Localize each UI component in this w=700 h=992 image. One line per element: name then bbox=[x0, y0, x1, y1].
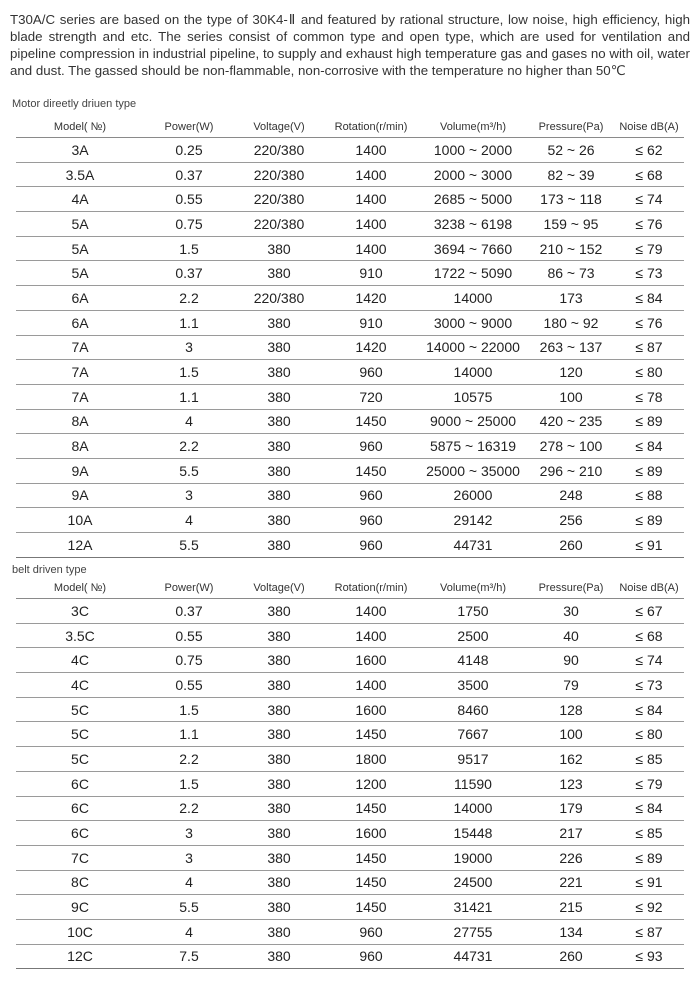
model-cell: 7A bbox=[16, 335, 144, 360]
table-header-row bbox=[16, 117, 684, 138]
model-cell: 3.5A bbox=[16, 162, 144, 187]
table-row bbox=[16, 870, 684, 895]
model-cell: 6C bbox=[16, 796, 144, 821]
table-row bbox=[16, 138, 684, 163]
header-volume: Volume(m³/h) bbox=[418, 117, 528, 138]
voltage-cell: 380 bbox=[234, 623, 324, 648]
table-row bbox=[16, 162, 684, 187]
noise-cell: ≤ 76 bbox=[614, 310, 684, 335]
model-cell: 8A bbox=[16, 434, 144, 459]
voltage-cell: 380 bbox=[234, 648, 324, 673]
rotation-cell: 1400 bbox=[324, 599, 418, 624]
power-cell: 1.1 bbox=[144, 384, 234, 409]
model-cell: 5C bbox=[16, 747, 144, 772]
table-row bbox=[16, 335, 684, 360]
noise-cell: ≤ 92 bbox=[614, 895, 684, 920]
rotation-cell: 720 bbox=[324, 384, 418, 409]
model-cell: 5A bbox=[16, 261, 144, 286]
pressure-cell: 100 bbox=[528, 384, 614, 409]
noise-cell: ≤ 84 bbox=[614, 434, 684, 459]
model-cell: 3A bbox=[16, 138, 144, 163]
rotation-cell: 1800 bbox=[324, 747, 418, 772]
table-row bbox=[16, 533, 684, 558]
table-row bbox=[16, 648, 684, 673]
header-voltage: Voltage(V) bbox=[234, 578, 324, 599]
rotation-cell: 910 bbox=[324, 261, 418, 286]
voltage-cell: 380 bbox=[234, 845, 324, 870]
voltage-cell: 380 bbox=[234, 483, 324, 508]
noise-cell: ≤ 76 bbox=[614, 212, 684, 237]
pressure-cell: 123 bbox=[528, 771, 614, 796]
noise-cell: ≤ 67 bbox=[614, 599, 684, 624]
direct-drive-spec-table bbox=[16, 117, 684, 558]
noise-cell: ≤ 91 bbox=[614, 870, 684, 895]
rotation-cell: 1400 bbox=[324, 162, 418, 187]
volume-cell: 15448 bbox=[418, 821, 528, 846]
power-cell: 3 bbox=[144, 845, 234, 870]
power-cell: 4 bbox=[144, 919, 234, 944]
table-row bbox=[16, 261, 684, 286]
intro-paragraph: T30A/C series are based on the type of 30K4-Ⅱ and featured by rational structure, low noise, high efficiency, high blade strength and etc. The series consist of common type and open type, which are used for ventilation and pipeline compression in industrial pipeline, to supply and exhaust high temperature gas and gases no with oil, water and dust. The gassed should be non-flammable, non-corrosive with the temperature no higher than 50℃ bbox=[10, 12, 690, 78]
model-cell: 5C bbox=[16, 722, 144, 747]
volume-cell: 2000 ~ 3000 bbox=[418, 162, 528, 187]
voltage-cell: 380 bbox=[234, 261, 324, 286]
voltage-cell: 380 bbox=[234, 434, 324, 459]
rotation-cell: 1400 bbox=[324, 623, 418, 648]
volume-cell: 2685 ~ 5000 bbox=[418, 187, 528, 212]
volume-cell: 5875 ~ 16319 bbox=[418, 434, 528, 459]
voltage-cell: 380 bbox=[234, 747, 324, 772]
voltage-cell: 380 bbox=[234, 599, 324, 624]
noise-cell: ≤ 84 bbox=[614, 286, 684, 311]
power-cell: 1.5 bbox=[144, 771, 234, 796]
power-cell: 1.5 bbox=[144, 236, 234, 261]
volume-cell: 7667 bbox=[418, 722, 528, 747]
volume-cell: 14000 bbox=[418, 796, 528, 821]
model-cell: 6C bbox=[16, 771, 144, 796]
noise-cell: ≤ 85 bbox=[614, 821, 684, 846]
model-cell: 4C bbox=[16, 673, 144, 698]
rotation-cell: 1450 bbox=[324, 409, 418, 434]
table-row bbox=[16, 483, 684, 508]
voltage-cell: 380 bbox=[234, 335, 324, 360]
rotation-cell: 960 bbox=[324, 944, 418, 969]
pressure-cell: 180 ~ 92 bbox=[528, 310, 614, 335]
model-cell: 10C bbox=[16, 919, 144, 944]
rotation-cell: 960 bbox=[324, 919, 418, 944]
noise-cell: ≤ 93 bbox=[614, 944, 684, 969]
model-cell: 8A bbox=[16, 409, 144, 434]
noise-cell: ≤ 87 bbox=[614, 919, 684, 944]
model-cell: 5A bbox=[16, 212, 144, 237]
volume-cell: 14000 bbox=[418, 286, 528, 311]
model-cell: 3.5C bbox=[16, 623, 144, 648]
table-row bbox=[16, 508, 684, 533]
rotation-cell: 960 bbox=[324, 533, 418, 558]
noise-cell: ≤ 78 bbox=[614, 384, 684, 409]
volume-cell: 9000 ~ 25000 bbox=[418, 409, 528, 434]
noise-cell: ≤ 89 bbox=[614, 845, 684, 870]
voltage-cell: 380 bbox=[234, 821, 324, 846]
table-row bbox=[16, 895, 684, 920]
volume-cell: 27755 bbox=[418, 919, 528, 944]
section-label-belt-drive: belt driven type bbox=[12, 564, 87, 576]
table-row bbox=[16, 599, 684, 624]
volume-cell: 2500 bbox=[418, 623, 528, 648]
voltage-cell: 380 bbox=[234, 236, 324, 261]
volume-cell: 1750 bbox=[418, 599, 528, 624]
table-row bbox=[16, 434, 684, 459]
pressure-cell: 100 bbox=[528, 722, 614, 747]
rotation-cell: 1600 bbox=[324, 821, 418, 846]
table-row bbox=[16, 771, 684, 796]
rotation-cell: 1450 bbox=[324, 895, 418, 920]
table-row bbox=[16, 747, 684, 772]
voltage-cell: 380 bbox=[234, 722, 324, 747]
header-power: Power(W) bbox=[144, 117, 234, 138]
pressure-cell: 52 ~ 26 bbox=[528, 138, 614, 163]
pressure-cell: 260 bbox=[528, 533, 614, 558]
power-cell: 0.37 bbox=[144, 599, 234, 624]
noise-cell: ≤ 79 bbox=[614, 236, 684, 261]
power-cell: 7.5 bbox=[144, 944, 234, 969]
power-cell: 1.1 bbox=[144, 722, 234, 747]
noise-cell: ≤ 74 bbox=[614, 648, 684, 673]
pressure-cell: 40 bbox=[528, 623, 614, 648]
power-cell: 3 bbox=[144, 335, 234, 360]
voltage-cell: 380 bbox=[234, 870, 324, 895]
table-row bbox=[16, 796, 684, 821]
noise-cell: ≤ 68 bbox=[614, 623, 684, 648]
volume-cell: 14000 bbox=[418, 360, 528, 385]
header-voltage: Voltage(V) bbox=[234, 117, 324, 138]
power-cell: 2.2 bbox=[144, 434, 234, 459]
rotation-cell: 1600 bbox=[324, 697, 418, 722]
model-cell: 12C bbox=[16, 944, 144, 969]
header-pressure: Pressure(Pa) bbox=[528, 578, 614, 599]
noise-cell: ≤ 73 bbox=[614, 673, 684, 698]
pressure-cell: 210 ~ 152 bbox=[528, 236, 614, 261]
volume-cell: 19000 bbox=[418, 845, 528, 870]
power-cell: 0.55 bbox=[144, 673, 234, 698]
model-cell: 4A bbox=[16, 187, 144, 212]
model-cell: 10A bbox=[16, 508, 144, 533]
pressure-cell: 120 bbox=[528, 360, 614, 385]
power-cell: 1.5 bbox=[144, 697, 234, 722]
model-cell: 6C bbox=[16, 821, 144, 846]
power-cell: 4 bbox=[144, 870, 234, 895]
pressure-cell: 86 ~ 73 bbox=[528, 261, 614, 286]
volume-cell: 44731 bbox=[418, 533, 528, 558]
volume-cell: 3238 ~ 6198 bbox=[418, 212, 528, 237]
pressure-cell: 221 bbox=[528, 870, 614, 895]
rotation-cell: 1200 bbox=[324, 771, 418, 796]
volume-cell: 25000 ~ 35000 bbox=[418, 458, 528, 483]
model-cell: 8C bbox=[16, 870, 144, 895]
pressure-cell: 134 bbox=[528, 919, 614, 944]
table-row bbox=[16, 623, 684, 648]
volume-cell: 10575 bbox=[418, 384, 528, 409]
belt-drive-spec-table bbox=[16, 578, 684, 969]
table-row bbox=[16, 697, 684, 722]
table-row bbox=[16, 722, 684, 747]
pressure-cell: 128 bbox=[528, 697, 614, 722]
noise-cell: ≤ 79 bbox=[614, 771, 684, 796]
voltage-cell: 220/380 bbox=[234, 286, 324, 311]
rotation-cell: 1420 bbox=[324, 335, 418, 360]
rotation-cell: 1400 bbox=[324, 212, 418, 237]
voltage-cell: 380 bbox=[234, 796, 324, 821]
table-row bbox=[16, 409, 684, 434]
volume-cell: 11590 bbox=[418, 771, 528, 796]
header-pressure: Pressure(Pa) bbox=[528, 117, 614, 138]
noise-cell: ≤ 85 bbox=[614, 747, 684, 772]
rotation-cell: 1400 bbox=[324, 236, 418, 261]
rotation-cell: 1400 bbox=[324, 138, 418, 163]
voltage-cell: 380 bbox=[234, 697, 324, 722]
header-rotation: Rotation(r/min) bbox=[324, 117, 418, 138]
table-row bbox=[16, 384, 684, 409]
header-model: Model( №) bbox=[16, 578, 144, 599]
pressure-cell: 248 bbox=[528, 483, 614, 508]
pressure-cell: 296 ~ 210 bbox=[528, 458, 614, 483]
table-row bbox=[16, 286, 684, 311]
voltage-cell: 380 bbox=[234, 895, 324, 920]
power-cell: 2.2 bbox=[144, 796, 234, 821]
noise-cell: ≤ 62 bbox=[614, 138, 684, 163]
noise-cell: ≤ 80 bbox=[614, 722, 684, 747]
model-cell: 5C bbox=[16, 697, 144, 722]
power-cell: 1.1 bbox=[144, 310, 234, 335]
model-cell: 6A bbox=[16, 286, 144, 311]
model-cell: 7A bbox=[16, 384, 144, 409]
power-cell: 0.37 bbox=[144, 162, 234, 187]
voltage-cell: 380 bbox=[234, 409, 324, 434]
pressure-cell: 263 ~ 137 bbox=[528, 335, 614, 360]
volume-cell: 29142 bbox=[418, 508, 528, 533]
power-cell: 4 bbox=[144, 508, 234, 533]
volume-cell: 24500 bbox=[418, 870, 528, 895]
voltage-cell: 220/380 bbox=[234, 138, 324, 163]
voltage-cell: 380 bbox=[234, 310, 324, 335]
header-rotation: Rotation(r/min) bbox=[324, 578, 418, 599]
noise-cell: ≤ 80 bbox=[614, 360, 684, 385]
noise-cell: ≤ 74 bbox=[614, 187, 684, 212]
noise-cell: ≤ 88 bbox=[614, 483, 684, 508]
power-cell: 0.55 bbox=[144, 187, 234, 212]
model-cell: 9C bbox=[16, 895, 144, 920]
model-cell: 7A bbox=[16, 360, 144, 385]
model-cell: 12A bbox=[16, 533, 144, 558]
rotation-cell: 1450 bbox=[324, 722, 418, 747]
noise-cell: ≤ 89 bbox=[614, 508, 684, 533]
noise-cell: ≤ 84 bbox=[614, 697, 684, 722]
power-cell: 0.75 bbox=[144, 212, 234, 237]
table-row bbox=[16, 821, 684, 846]
noise-cell: ≤ 87 bbox=[614, 335, 684, 360]
table-row bbox=[16, 845, 684, 870]
rotation-cell: 1450 bbox=[324, 796, 418, 821]
volume-cell: 1000 ~ 2000 bbox=[418, 138, 528, 163]
voltage-cell: 220/380 bbox=[234, 187, 324, 212]
volume-cell: 3500 bbox=[418, 673, 528, 698]
volume-cell: 8460 bbox=[418, 697, 528, 722]
volume-cell: 31421 bbox=[418, 895, 528, 920]
voltage-cell: 380 bbox=[234, 944, 324, 969]
pressure-cell: 260 bbox=[528, 944, 614, 969]
power-cell: 0.25 bbox=[144, 138, 234, 163]
voltage-cell: 380 bbox=[234, 384, 324, 409]
model-cell: 4C bbox=[16, 648, 144, 673]
pressure-cell: 256 bbox=[528, 508, 614, 533]
pressure-cell: 226 bbox=[528, 845, 614, 870]
header-volume: Volume(m³/h) bbox=[418, 578, 528, 599]
voltage-cell: 380 bbox=[234, 771, 324, 796]
pressure-cell: 82 ~ 39 bbox=[528, 162, 614, 187]
model-cell: 5A bbox=[16, 236, 144, 261]
rotation-cell: 1400 bbox=[324, 187, 418, 212]
power-cell: 2.2 bbox=[144, 747, 234, 772]
volume-cell: 26000 bbox=[418, 483, 528, 508]
pressure-cell: 217 bbox=[528, 821, 614, 846]
noise-cell: ≤ 91 bbox=[614, 533, 684, 558]
voltage-cell: 380 bbox=[234, 508, 324, 533]
table-row bbox=[16, 673, 684, 698]
table-row bbox=[16, 236, 684, 261]
model-cell: 7C bbox=[16, 845, 144, 870]
voltage-cell: 380 bbox=[234, 533, 324, 558]
pressure-cell: 173 bbox=[528, 286, 614, 311]
pressure-cell: 215 bbox=[528, 895, 614, 920]
volume-cell: 9517 bbox=[418, 747, 528, 772]
header-power: Power(W) bbox=[144, 578, 234, 599]
power-cell: 2.2 bbox=[144, 286, 234, 311]
pressure-cell: 179 bbox=[528, 796, 614, 821]
table-row bbox=[16, 919, 684, 944]
table-row bbox=[16, 944, 684, 969]
header-noise: Noise dB(A) bbox=[614, 117, 684, 138]
power-cell: 5.5 bbox=[144, 458, 234, 483]
volume-cell: 3000 ~ 9000 bbox=[418, 310, 528, 335]
header-model: Model( №) bbox=[16, 117, 144, 138]
volume-cell: 4148 bbox=[418, 648, 528, 673]
volume-cell: 14000 ~ 22000 bbox=[418, 335, 528, 360]
noise-cell: ≤ 73 bbox=[614, 261, 684, 286]
power-cell: 3 bbox=[144, 483, 234, 508]
voltage-cell: 380 bbox=[234, 458, 324, 483]
table-row bbox=[16, 458, 684, 483]
voltage-cell: 380 bbox=[234, 919, 324, 944]
table-row bbox=[16, 310, 684, 335]
rotation-cell: 960 bbox=[324, 360, 418, 385]
voltage-cell: 380 bbox=[234, 673, 324, 698]
table-header-row bbox=[16, 578, 684, 599]
model-cell: 9A bbox=[16, 458, 144, 483]
section-label-direct-drive: Motor direetly driuen type bbox=[12, 98, 137, 110]
noise-cell: ≤ 68 bbox=[614, 162, 684, 187]
model-cell: 3C bbox=[16, 599, 144, 624]
voltage-cell: 220/380 bbox=[234, 212, 324, 237]
noise-cell: ≤ 84 bbox=[614, 796, 684, 821]
table-row bbox=[16, 187, 684, 212]
model-cell: 6A bbox=[16, 310, 144, 335]
pressure-cell: 90 bbox=[528, 648, 614, 673]
volume-cell: 1722 ~ 5090 bbox=[418, 261, 528, 286]
rotation-cell: 960 bbox=[324, 508, 418, 533]
pressure-cell: 162 bbox=[528, 747, 614, 772]
pressure-cell: 278 ~ 100 bbox=[528, 434, 614, 459]
power-cell: 0.55 bbox=[144, 623, 234, 648]
rotation-cell: 960 bbox=[324, 434, 418, 459]
power-cell: 1.5 bbox=[144, 360, 234, 385]
voltage-cell: 220/380 bbox=[234, 162, 324, 187]
rotation-cell: 910 bbox=[324, 310, 418, 335]
noise-cell: ≤ 89 bbox=[614, 458, 684, 483]
rotation-cell: 1450 bbox=[324, 458, 418, 483]
pressure-cell: 420 ~ 235 bbox=[528, 409, 614, 434]
power-cell: 5.5 bbox=[144, 533, 234, 558]
pressure-cell: 173 ~ 118 bbox=[528, 187, 614, 212]
power-cell: 4 bbox=[144, 409, 234, 434]
table-row bbox=[16, 212, 684, 237]
power-cell: 5.5 bbox=[144, 895, 234, 920]
model-cell: 9A bbox=[16, 483, 144, 508]
rotation-cell: 1420 bbox=[324, 286, 418, 311]
volume-cell: 3694 ~ 7660 bbox=[418, 236, 528, 261]
header-noise: Noise dB(A) bbox=[614, 578, 684, 599]
noise-cell: ≤ 89 bbox=[614, 409, 684, 434]
power-cell: 3 bbox=[144, 821, 234, 846]
pressure-cell: 30 bbox=[528, 599, 614, 624]
power-cell: 0.37 bbox=[144, 261, 234, 286]
rotation-cell: 1450 bbox=[324, 845, 418, 870]
rotation-cell: 1600 bbox=[324, 648, 418, 673]
power-cell: 0.75 bbox=[144, 648, 234, 673]
pressure-cell: 79 bbox=[528, 673, 614, 698]
voltage-cell: 380 bbox=[234, 360, 324, 385]
pressure-cell: 159 ~ 95 bbox=[528, 212, 614, 237]
table-row bbox=[16, 360, 684, 385]
rotation-cell: 1450 bbox=[324, 870, 418, 895]
volume-cell: 44731 bbox=[418, 944, 528, 969]
rotation-cell: 1400 bbox=[324, 673, 418, 698]
rotation-cell: 960 bbox=[324, 483, 418, 508]
